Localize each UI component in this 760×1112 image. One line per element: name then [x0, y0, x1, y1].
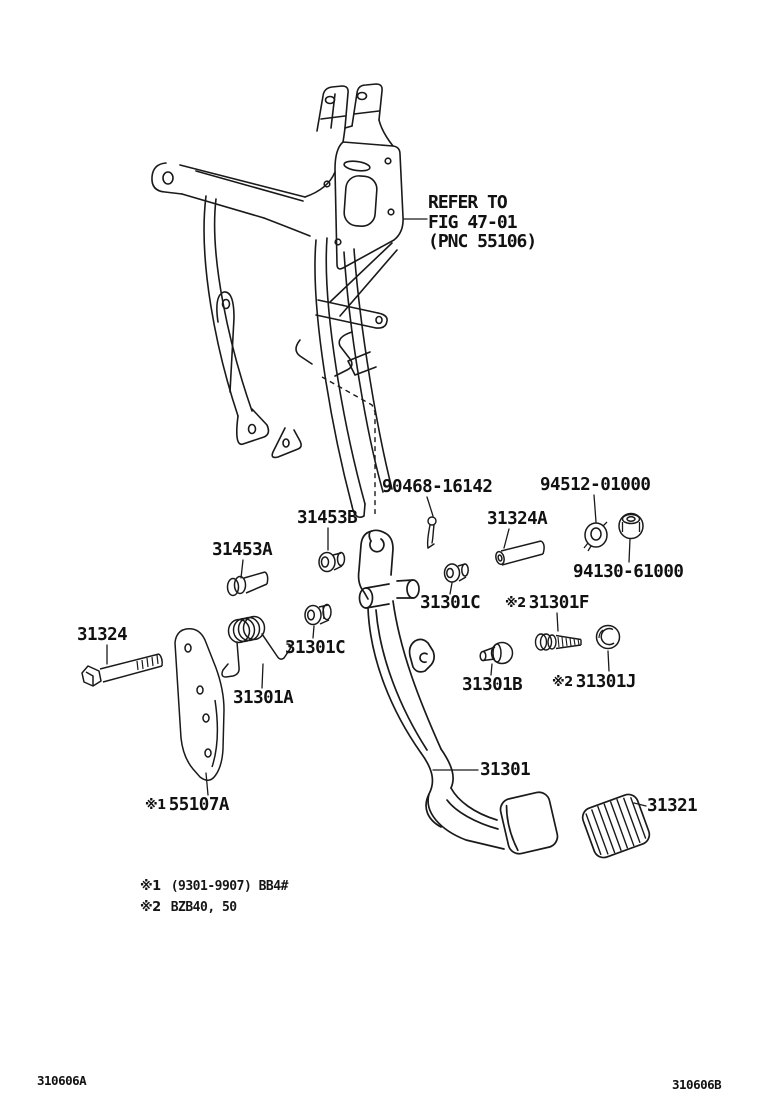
- part-label-31301A: 31301A: [233, 688, 294, 708]
- footnote-1: [140, 880, 288, 893]
- footnote-1-mark: ※1: [140, 879, 161, 894]
- footnote-mark-2: ※2: [552, 674, 573, 690]
- footnote-2-text: BZB40, 50: [170, 900, 237, 915]
- clutch-pedal-drawing: [359, 530, 560, 856]
- leader-94512: [594, 495, 596, 522]
- leader-31301F: [557, 613, 558, 631]
- bolt-31453A-drawing: [228, 572, 268, 596]
- part-label-90468-16142: 90468-16142: [382, 477, 493, 497]
- bushing-31453B-drawing: [319, 553, 345, 572]
- refer-note-line2: FIG 47-01: [428, 211, 517, 233]
- part-label-31321: 31321: [647, 796, 698, 816]
- screw-31301F-drawing: [536, 634, 582, 650]
- leader-94130: [629, 539, 630, 562]
- footnote-2-mark: ※2: [140, 900, 161, 915]
- part-number-31301J: 31301J: [575, 672, 636, 692]
- part-label-31324A: 31324A: [487, 509, 548, 529]
- leader-31301B: [491, 664, 492, 675]
- part-label-31301C-lower: 31301C: [285, 638, 346, 658]
- leader-31301J: [608, 651, 609, 671]
- part-label-31301B: 31301B: [462, 675, 523, 695]
- footnote-1-text: (9301-9907) BB4#: [170, 879, 288, 894]
- footnote-mark-2: ※2: [505, 595, 526, 611]
- refer-note: [428, 193, 536, 252]
- leader-31301C-lower: [313, 626, 314, 638]
- figure-code-left: 310606A: [37, 1073, 87, 1088]
- pedal-bracket-drawing: [152, 84, 403, 517]
- bushing-31301C-upper-drawing: [445, 564, 469, 582]
- bolt-31324-drawing: [82, 654, 162, 686]
- part-label-31453A: 31453A: [212, 540, 273, 560]
- footnote-2: [140, 901, 237, 914]
- collar-31324A-drawing: [495, 541, 545, 565]
- leader-31324A: [504, 529, 509, 548]
- part-label-31301C-upper: 31301C: [420, 593, 481, 613]
- part-label-31324: 31324: [77, 625, 128, 645]
- part-number-55107A: 55107A: [168, 795, 229, 815]
- cotter-pin-drawing: [428, 517, 436, 548]
- nut-31301C-lower-drawing: [305, 605, 331, 625]
- leader-90468: [427, 497, 433, 516]
- spring-drawing: [222, 617, 291, 678]
- leader-31301A: [262, 664, 263, 688]
- part-label-55107A: [145, 797, 229, 815]
- part-label-31301: 31301: [480, 760, 531, 780]
- part-label-31453B: 31453B: [297, 508, 358, 528]
- part-label-94512-01000: 94512-01000: [540, 475, 651, 495]
- part-number-31301F: 31301F: [528, 593, 589, 613]
- figure-code-right: 310606B: [672, 1077, 722, 1092]
- lock-washer-drawing: [584, 522, 607, 551]
- part-label-31301J: [552, 674, 636, 692]
- refer-note-line3: (PNC 55106): [428, 231, 537, 252]
- part-label-94130-61000: 94130-61000: [573, 562, 684, 582]
- part-label-31301F: [505, 595, 589, 613]
- leader-lines: [107, 219, 646, 806]
- bolt-31301B-drawing: [480, 643, 512, 664]
- lever-plate-drawing: [175, 629, 224, 781]
- nut-31301J-drawing: [597, 626, 620, 649]
- footnote-mark-1: ※1: [145, 797, 166, 813]
- leader-55107A: [206, 773, 208, 795]
- pedal-pad-drawing: [580, 792, 652, 861]
- nut-94130-drawing: [619, 514, 643, 539]
- leader-31453A: [241, 560, 243, 578]
- refer-note-line1: REFER TO: [428, 192, 507, 213]
